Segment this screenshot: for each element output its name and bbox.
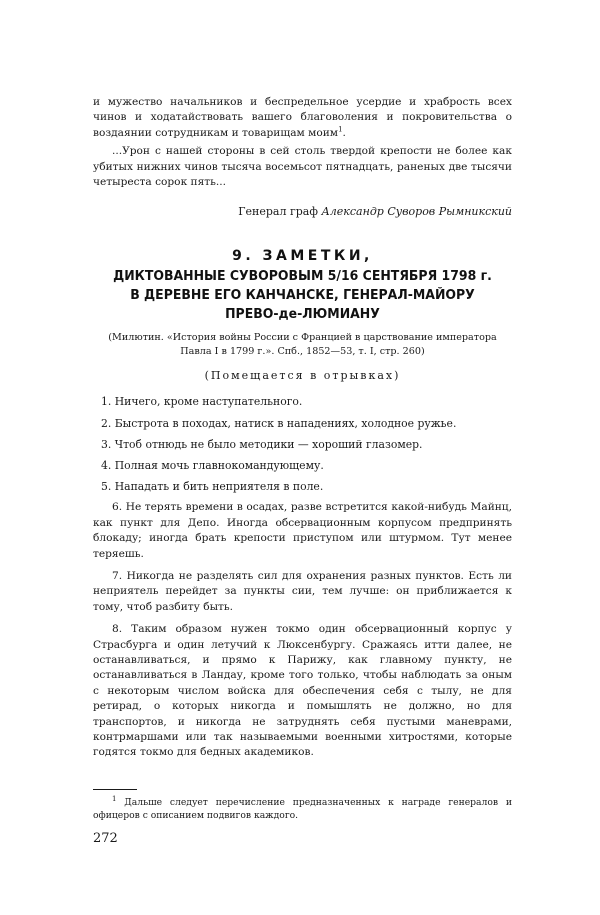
signature <box>93 204 512 219</box>
list-item: 2. Быстрота в походах, натиск в нападениях, холодное ружье. <box>101 416 457 430</box>
footnote: $^1$ Дальше следует перечисление предназначенных к награде генералов и офицеров с описанием подвигов каждого. <box>93 794 512 822</box>
section-title: 9. ЗАМЕТКИ, <box>232 248 373 265</box>
paragraph-6: 6. Не терять времени в осадах, разве встретится какой-нибудь Майнц, как пункт для Депо. Иногда обсервационным корпусом предпринять блокаду; иногда брать крепости приступом или штурмом. Тут менее теряешь. <box>93 501 512 560</box>
book-page <box>93 95 512 847</box>
footnote-mark: 1 <box>112 794 117 803</box>
page-number: 272 <box>93 830 118 846</box>
letter-paragraph-2: ...Урон с нашей стороны в сей столь твердой крепости не более как убитых нижних чинов тысяча восемьсот пятнадцать, раненых две тысячи четыреста сорок пять... <box>93 145 512 189</box>
signature-name: Александр Суворов Рымникский <box>321 205 512 219</box>
section-subtitle-line-1: ДИКТОВАННЫЕ СУВОРОВЫМ 5/16 СЕНТЯБРЯ 1798 г. <box>113 269 492 285</box>
signature-rank: Генерал граф <box>238 205 318 219</box>
source-citation: (Милютин. «История войны России с Францией в царствование императора Павла I в 1799 г.». Спб., 1852—53, т. I, стр. 260) <box>108 332 497 358</box>
paragraph-7: 7. Никогда не разделять сил для охранения разных пунктов. Есть ли неприятель перейдет за пункты сии, тем лучше: он приближается к тому, чтоб разбиту быть. <box>93 570 512 613</box>
footnote-divider <box>93 789 137 790</box>
section-subtitle-line-2: В ДЕРЕВНЕ ЕГО КАНЧАНСКЕ, ГЕНЕРАЛ-МАЙОРУ <box>130 288 475 304</box>
paragraph-8: 8. Таким образом нужен токмо один обсервационный корпус у Страсбурга и один летучий к Люксенбургу. Сражаясь итти далее, не останавливаться, и прямо к Парижу, как главному пункту, не останавливаться в Ландау, кроме того только, чтобы наблюдать за оным с некоторым числом войска для обеспечения себя с тылу, не для ретирад, о которых никогда и помышлять не должно, но для транспортов, и никогда не затруднять себя пустыми маневрами, контрмаршами или так называемыми военными хитростями, которые годятся токмо для бедных академиков. <box>93 623 512 759</box>
section-subtitle-line-3: ПРЕВО-де-ЛЮМИАНУ <box>225 307 380 323</box>
list-item: 3. Чтоб отнюдь не было методики — хороший глазомер. <box>101 437 423 451</box>
maxims-list <box>93 394 512 494</box>
list-item: 1. Ничего, кроме наступательного. <box>101 395 303 409</box>
excerpt-note: (Помещается в отрывках) <box>204 369 401 383</box>
list-item: 4. Полная мочь главнокомандующему. <box>101 459 324 472</box>
list-item: 5. Нападать и бить неприятеля в поле. <box>101 480 324 494</box>
section-heading <box>93 247 512 323</box>
letter-paragraph-1: и мужество начальников и беспредельное усердие и храбрость всех чинов и ходатайствовать вашего благоволения и покровительства о воздаянии сотрудникам и товарищам моим$^1$. <box>93 96 512 139</box>
footnote-reference[interactable]: 1 <box>338 125 343 134</box>
